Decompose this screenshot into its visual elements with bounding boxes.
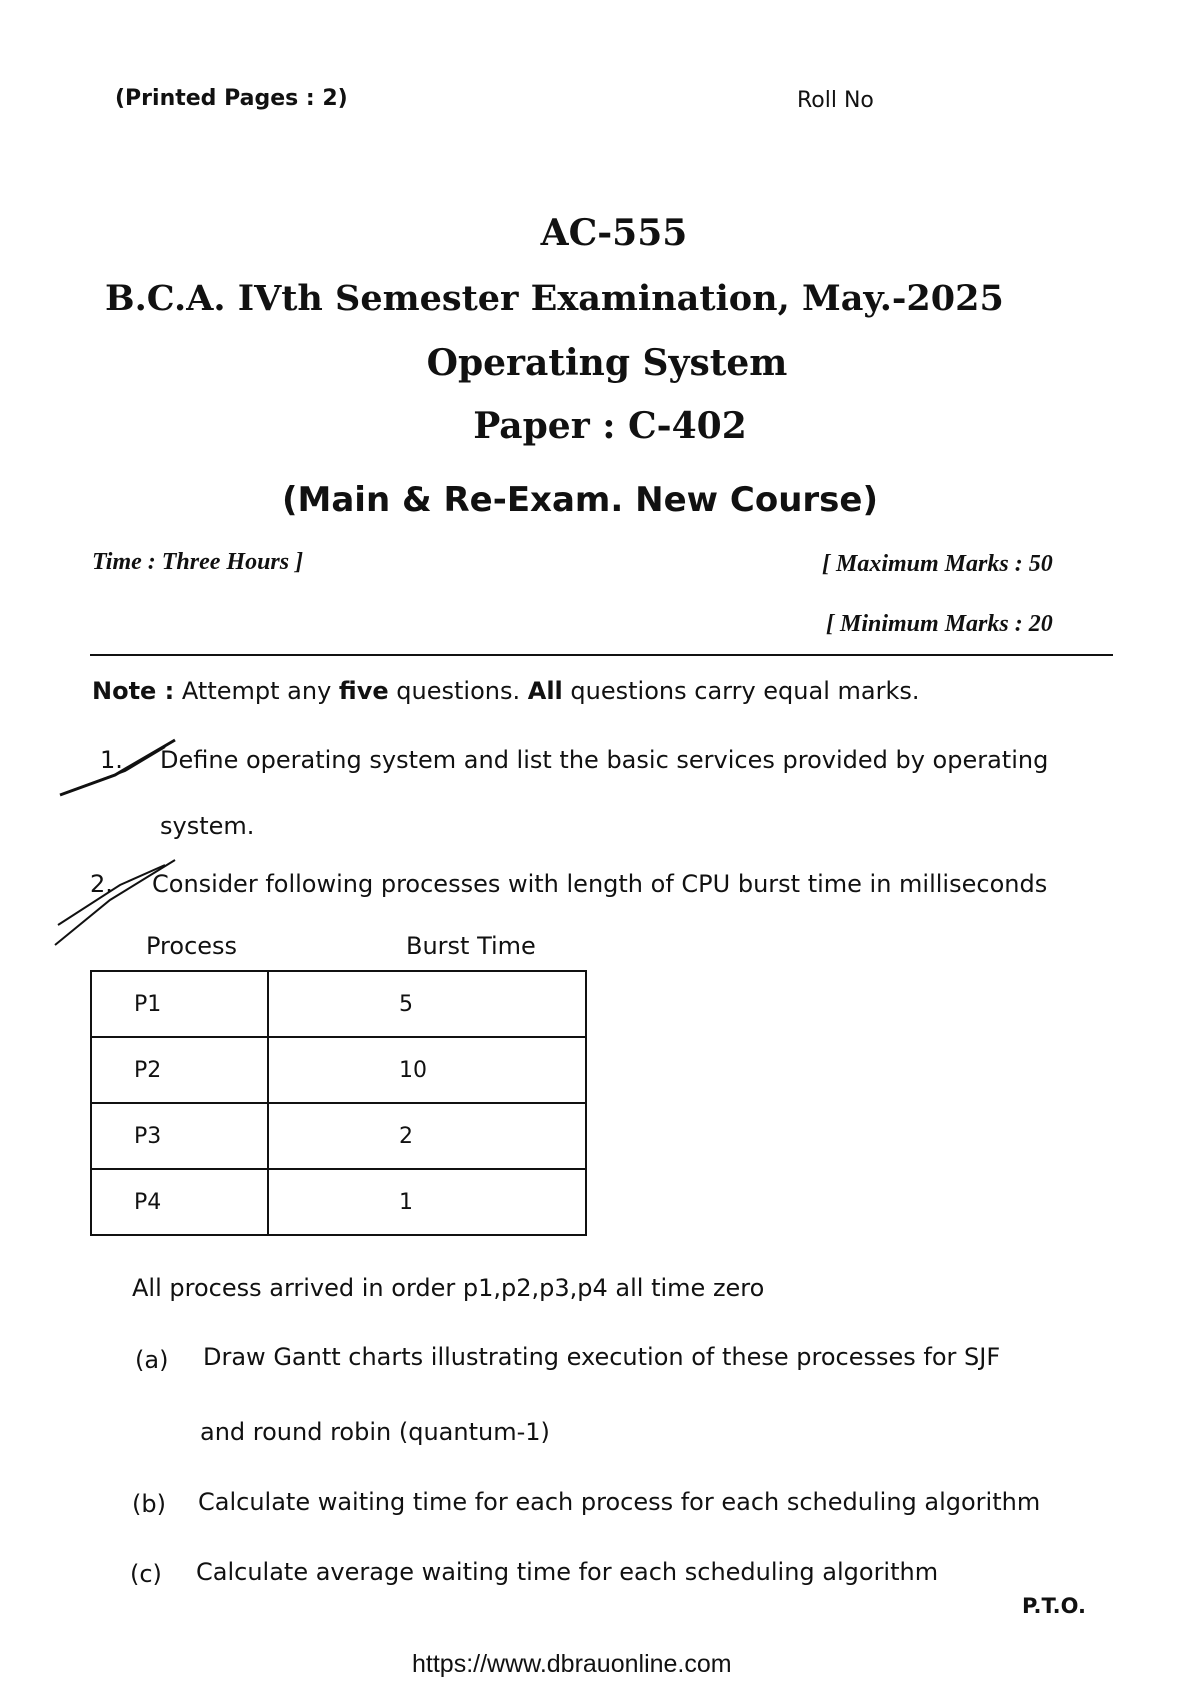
printed-pages: (Printed Pages : 2): [115, 86, 348, 111]
q2b-label: (b): [132, 1490, 166, 1518]
note-label: Note :: [92, 677, 175, 705]
process-cell: P3: [91, 1103, 268, 1169]
q2a-line-1: Draw Gantt charts illustrating execution of these processes for SJF: [203, 1343, 1001, 1371]
footer-url[interactable]: https://www.dbrauonline.com: [412, 1650, 732, 1678]
note-text-4: All: [527, 677, 563, 705]
note-text-3: questions.: [396, 677, 521, 705]
maximum-marks: [ Maximum Marks : 50: [822, 551, 1053, 577]
q2-text: Consider following processes with length of CPU burst time in milliseconds: [152, 870, 1048, 898]
note: [92, 677, 920, 705]
table-row: [91, 1169, 586, 1235]
burst-cell: 1: [268, 1169, 586, 1235]
note-text-1: Attempt any: [181, 677, 332, 705]
pto: P.T.O.: [1022, 1594, 1086, 1618]
q1-line-1: Define operating system and list the basic services provided by operating: [160, 746, 1049, 774]
burst-cell: 2: [268, 1103, 586, 1169]
table-header-burst-time: Burst Time: [406, 932, 536, 960]
q2-number: 2.: [90, 870, 113, 898]
arrival-note: All process arrived in order p1,p2,p3,p4 all time zero: [132, 1274, 765, 1302]
burst-cell: 5: [268, 971, 586, 1037]
q2c-text: Calculate average waiting time for each scheduling algorithm: [196, 1558, 939, 1586]
q2a-label: (a): [135, 1346, 169, 1374]
table-header-process: Process: [146, 932, 238, 960]
table-row: [91, 1103, 586, 1169]
minimum-marks: [ Minimum Marks : 20: [826, 611, 1053, 637]
header-divider: [90, 654, 1113, 656]
course-type: (Main & Re-Exam. New Course): [281, 480, 878, 520]
q2b-text: Calculate waiting time for each process for each scheduling algorithm: [198, 1488, 1041, 1516]
process-table: [90, 970, 587, 1236]
note-text-5: questions carry equal marks.: [570, 677, 920, 705]
note-text-2: five: [338, 677, 389, 705]
process-cell: P1: [91, 971, 268, 1037]
pen-tick-mark-1: [55, 735, 195, 805]
roll-no: Roll No: [797, 88, 874, 113]
q2a-line-2: and round robin (quantum-1): [200, 1418, 550, 1446]
table-row: [91, 971, 586, 1037]
q1-line-2: system.: [160, 812, 255, 840]
exam-title: B.C.A. IVth Semester Examination, May.-2025: [105, 278, 1004, 319]
process-cell: P2: [91, 1037, 268, 1103]
q1-number: 1.: [100, 746, 123, 774]
burst-cell: 10: [268, 1037, 586, 1103]
q2c-label: (c): [130, 1560, 162, 1588]
paper-code: AC-555: [540, 212, 688, 254]
subject-title: Operating System: [426, 342, 788, 384]
table-row: [91, 1037, 586, 1103]
time-allowed: Time : Three Hours ]: [92, 549, 304, 575]
paper-number: Paper : C-402: [473, 405, 747, 447]
process-cell: P4: [91, 1169, 268, 1235]
